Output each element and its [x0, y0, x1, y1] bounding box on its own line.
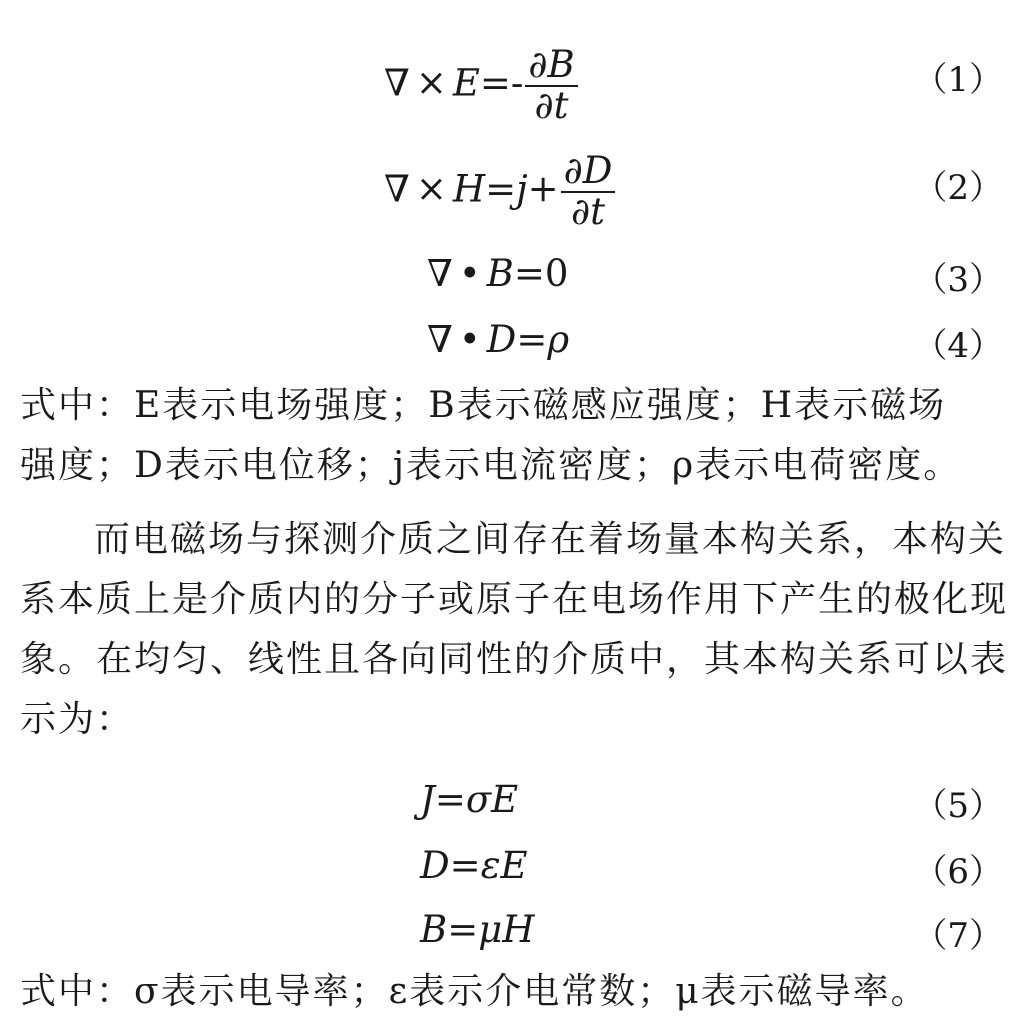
constitutive-paragraph [20, 510, 1010, 750]
equation-rhs: σE [465, 778, 519, 821]
equation-lhs: J [420, 778, 435, 821]
nabla-symbol: ∇ [384, 167, 410, 211]
equation-number: （4） [913, 326, 1003, 366]
equation-number: （7） [913, 916, 1003, 956]
equation-7-expression [420, 908, 535, 951]
equation-6 [0, 842, 1031, 894]
equation-2 [0, 146, 1031, 233]
fraction-denominator: ∂t [534, 83, 569, 127]
current-density-term: j+ [516, 167, 559, 211]
equation-relation: = [447, 908, 479, 951]
equation-relation: = [485, 167, 517, 211]
fraction-numerator: ∂D [561, 152, 616, 193]
equation-lhs: B [420, 908, 448, 951]
equation-number: （2） [913, 168, 1003, 208]
nabla-symbol: ∇ [427, 252, 453, 295]
equation-1-expression [384, 43, 580, 127]
operator: × [415, 167, 447, 211]
equation-number: （3） [913, 260, 1003, 300]
equation-rhs: εE [480, 844, 528, 887]
fraction-numerator: ∂B [525, 46, 577, 87]
definitions-line-3: 式中：σ表示电导率；ε表示介电常数；μ表示磁导率。 [20, 971, 929, 1012]
equation-4 [0, 316, 1031, 368]
equation-relation: = [434, 778, 466, 821]
equation-5-expression [420, 778, 518, 821]
equation-2-expression [384, 149, 617, 233]
equation-6-expression [420, 844, 528, 887]
equation-number: （5） [913, 786, 1003, 826]
equation-number: （6） [913, 852, 1003, 892]
equation-3 [0, 250, 1031, 302]
equation-lhs: E [452, 61, 480, 105]
equation-number: （1） [913, 60, 1003, 100]
definitions-line-1: 式中：E表示电场强度；B表示磁感应强度；H表示磁场 [20, 385, 947, 426]
fraction [561, 149, 616, 233]
equation-5 [0, 776, 1031, 828]
equation-rhs: μH [478, 908, 535, 951]
fraction [525, 43, 577, 127]
equation-lhs: D [420, 844, 450, 887]
paragraph-text: 而电磁场与探测介质之间存在着场量本构关系，本构关系本质上是介质内的分子或原子在电场作用下产生的极化现象。在均匀、线性且各向同性的介质中，其本构关系可以表示为： [20, 519, 1009, 740]
definitions-block-2 [20, 962, 1010, 1022]
equation-relation: = [516, 318, 548, 361]
equation-lhs: D [486, 318, 517, 361]
operator: • [458, 252, 481, 295]
equation-4-expression [427, 318, 569, 361]
equation-relation: =- [479, 61, 524, 105]
nabla-symbol: ∇ [384, 61, 410, 105]
equation-rhs: ρ [547, 318, 570, 361]
equation-7 [0, 906, 1031, 958]
equation-relation: =0 [513, 252, 569, 295]
definitions-block-1 [20, 376, 1010, 496]
nabla-symbol: ∇ [427, 318, 453, 361]
equation-lhs: H [452, 167, 486, 211]
operator: × [415, 61, 447, 105]
fraction-denominator: ∂t [571, 189, 606, 233]
operator: • [458, 318, 481, 361]
equation-3-expression [427, 252, 568, 295]
definitions-line-2: 强度；D表示电位移；j表示电流密度；ρ表示电荷密度。 [20, 445, 962, 486]
equation-relation: = [449, 844, 481, 887]
equation-1 [0, 40, 1031, 127]
equation-lhs: B [486, 252, 514, 295]
